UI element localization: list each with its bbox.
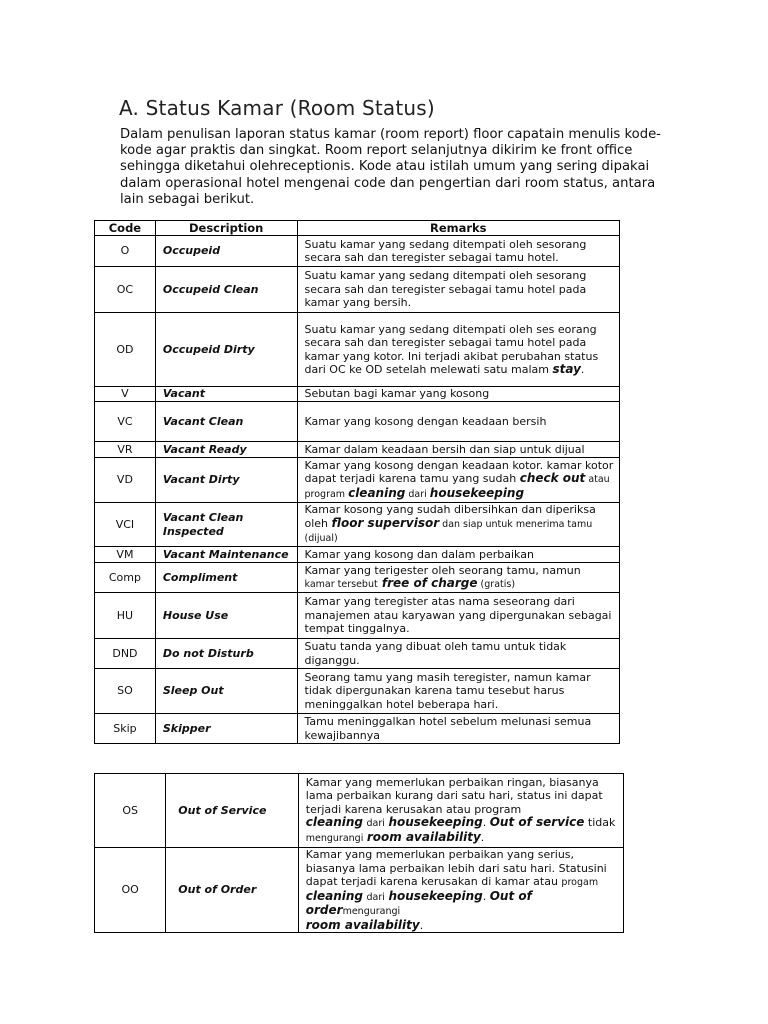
row-code: VD [95, 458, 156, 503]
row-remarks: Suatu tanda yang dibuat oleh tamu untuk tidak diganggu. [297, 639, 620, 669]
row-remarks: Sebutan bagi kamar yang kosong [297, 387, 620, 402]
table-row [95, 848, 624, 933]
row-description: Vacant Dirty [155, 458, 297, 503]
page-heading: A. Status Kamar (Room Status) [119, 96, 435, 120]
table-row [95, 236, 620, 267]
remark-emphasis: room availability [305, 917, 420, 932]
row-description: House Use [155, 593, 297, 639]
remark-text: Kamar yang kosong dengan keadaan kotor. kamar kotor dapat terjadi karena tamu yang sudah [304, 458, 614, 486]
remark-text: . [482, 816, 490, 830]
remark-text: Kamar kosong yang sudah dibersihkan dan diperiksa oleh [304, 503, 596, 530]
remark-emphasis: room availability [366, 829, 481, 844]
row-remarks: Kamar yang kosong dan dalam perbaikan [297, 547, 620, 563]
room-status-table [94, 220, 620, 744]
table-row [95, 593, 620, 639]
row-code: VC [95, 402, 156, 442]
remark-text: . [480, 830, 485, 844]
row-code: Skip [95, 714, 156, 744]
remark-text: dari [366, 818, 385, 830]
row-code: Comp [95, 563, 156, 593]
row-code: HU [95, 593, 156, 639]
row-remarks: Kamar yang kosong dengan keadaan bersih [297, 402, 620, 442]
row-code: DND [95, 639, 156, 669]
row-description: Compliment [155, 563, 297, 593]
table-row [95, 313, 620, 387]
row-code: OD [95, 313, 156, 387]
remark-emphasis: Out of service [489, 815, 585, 830]
row-code: OO [95, 848, 166, 933]
row-description: Skipper [155, 714, 297, 744]
row-description: Sleep Out [155, 669, 297, 714]
row-remarks [298, 848, 623, 933]
row-remarks: Seorang tamu yang masih teregister, namun kamar tidak dipergunakan karena tamu tesebut harus meninggalkan hotel beberapa hari. [297, 669, 620, 714]
remark-text: Suatu kamar yang sedang ditempati oleh ses eorang secara sah dan teregister sebagai tamu hotel pada kamar yang kotor. Ini terjadi akibat perubahan status dari OC ke OD setelah melewati satu malam [304, 322, 599, 376]
row-code: O [95, 236, 156, 267]
row-code: V [95, 387, 156, 402]
row-code: VM [95, 547, 156, 563]
table-row [95, 563, 620, 593]
row-remarks: Kamar yang teregister atas nama seseorang dari manajemen atau karyawan yang dipergunakan sebagai tempat tinggalnya. [297, 593, 620, 639]
remark-text: dari [366, 891, 385, 903]
remark-emphasis: cleaning [305, 815, 364, 830]
row-remarks: Kamar dalam keadaan bersih dan siap untuk dijual [297, 442, 620, 458]
remark-text: (gratis) [477, 579, 516, 590]
row-remarks: Tamu meninggalkan hotel sebelum melunasi semua kewajibannya [297, 714, 620, 744]
table-row [95, 639, 620, 669]
remark-text: dan siap untuk menerima tamu (dijual) [304, 518, 593, 545]
table-row [95, 387, 620, 402]
remark-text: Kamar yang memerlukan perbaikan yang serius, biasanya lama perbaikan lebih dari satu hari. Statusini dapat terjadi karena kerusakan di kamar atau [305, 848, 607, 888]
row-code: SO [95, 669, 156, 714]
row-code: VCI [95, 503, 156, 547]
row-description: Occupeid Clean [155, 267, 297, 313]
table-row [95, 458, 620, 503]
row-description: Vacant [155, 387, 297, 402]
row-remarks [298, 774, 623, 848]
header-description: Description [155, 221, 297, 236]
intro-paragraph: Dalam penulisan laporan status kamar (room report) floor capatain menulis kode-kode agar praktis dan singkat. Room report selanjutnya dikirim ke front office sehingga diketahui olehreceptionis. Kode atau istilah umum yang sering dipakai dalam operasional hotel mengenai code dan pengertian dari room status, antara lain sebagai berikut. [120, 127, 661, 207]
remark-text: mengurangi [305, 832, 364, 844]
remark-emphasis: cleaning [305, 888, 364, 903]
row-code: OS [95, 774, 166, 848]
row-description: Out of Service [166, 774, 299, 848]
row-code: VR [95, 442, 156, 458]
row-description: Out of Order [166, 848, 299, 933]
service-status-table [94, 773, 624, 933]
remark-emphasis: stay [552, 362, 581, 376]
remark-emphasis: housekeeping [388, 888, 483, 903]
remark-emphasis: cleaning [348, 485, 406, 500]
remark-text: tidak [587, 816, 616, 830]
row-code: OC [95, 267, 156, 313]
table-row [95, 402, 620, 442]
remark-text: . [580, 363, 585, 376]
remark-text: Kamar yang memerlukan perbaikan ringan, biasanya lama perbaikan kurang dari satu hari, status ini dapat terjadi karena kerusakan atau program [305, 775, 603, 816]
remark-text: kamar tersebut [304, 579, 378, 590]
row-remarks [297, 503, 620, 547]
row-description: Vacant Clean Inspected [155, 503, 297, 547]
row-remarks [297, 563, 620, 593]
remark-text: atau program [304, 474, 610, 500]
header-remarks: Remarks [297, 221, 620, 236]
row-description: Vacant Maintenance [155, 547, 297, 563]
table-row [95, 267, 620, 313]
remark-emphasis: check out [519, 471, 586, 486]
remark-text: . [419, 918, 424, 932]
row-description: Vacant Ready [155, 442, 297, 458]
remark-text: mengurangi [342, 906, 401, 917]
remark-emphasis: housekeeping [429, 485, 525, 500]
remark-emphasis: floor supervisor [331, 515, 440, 530]
row-description: Occupeid [155, 236, 297, 267]
remark-text: progam [561, 877, 599, 888]
remark-emphasis: housekeeping [388, 815, 483, 830]
row-description: Vacant Clean [155, 402, 297, 442]
table-row [95, 714, 620, 744]
remark-emphasis: Out of order [305, 888, 532, 917]
row-remarks: Suatu kamar yang sedang ditempati oleh sesorang secara sah dan teregister sebagai tamu hotel. [297, 236, 620, 267]
table-row [95, 547, 620, 563]
remark-emphasis: free of charge [377, 576, 478, 590]
header-code: Code [95, 221, 156, 236]
table-row [95, 774, 624, 848]
row-description: Occupeid Dirty [155, 313, 297, 387]
remark-text: dari [405, 488, 430, 500]
table-row [95, 503, 620, 547]
row-remarks: Suatu kamar yang sedang ditempati oleh sesorang secara sah dan teregister sebagai tamu hotel pada kamar yang bersih. [297, 267, 620, 313]
row-remarks [297, 458, 620, 503]
remark-text: Kamar yang terigester oleh seorang tamu, namun [304, 563, 581, 577]
table-row [95, 442, 620, 458]
table-header-row [95, 221, 620, 236]
remark-text: . [482, 889, 490, 903]
table-row [95, 669, 620, 714]
row-description: Do not Disturb [155, 639, 297, 669]
row-remarks [297, 313, 620, 387]
